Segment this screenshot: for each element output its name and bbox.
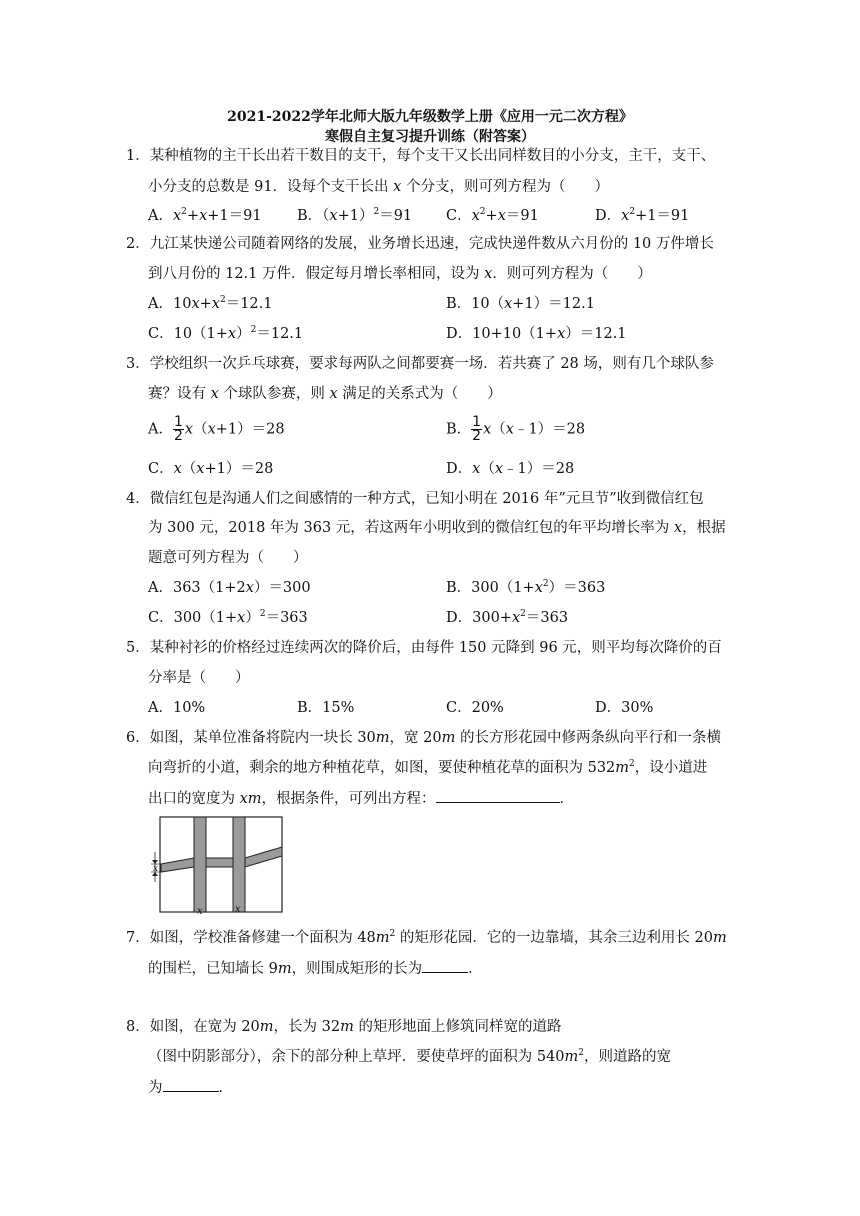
question-5-line-2: 分率是（ ） — [148, 670, 250, 686]
page-title-line2: 寒假自主复习提升训练（附答案） — [325, 129, 535, 145]
question-4-option-d: D．$300+x^2=363$ — [446, 609, 569, 626]
question-8-line-1: 8．如图，在宽为 20m，长为 32m 的矩形地面上修筑同样宽的道路 — [126, 1019, 562, 1035]
vertical-path-1 — [194, 817, 206, 912]
question-1-line-1: 1．某种植物的主干长出若干数目的支干，每个支干又长出同样数目的小分支，主干，支干、 — [126, 148, 716, 164]
question-2-option-c: C．$10(1+x)^2=12.1$ — [148, 325, 304, 342]
question-5-option-d: D．30% — [595, 700, 654, 716]
question-3-option-a: A． $\frac{1}{2}$ x（x+1）＝28 — [148, 414, 285, 444]
question-1-option-c: C．$x^2+x=91$ — [446, 207, 539, 224]
question-8-line-3: 为 ． — [148, 1077, 233, 1098]
question-4-line-2: 为 300 元，2018 年为 363 元，若这两年小明收到的微信红包的年平均增长率为 x，根据 — [148, 520, 726, 536]
question-7-line-2: 的围栏，已知墙长 9m，则围成矩形的长为 ． — [148, 958, 483, 979]
question-2-option-a: A．$10x+x^2=12.1$ — [148, 295, 273, 312]
question-3-option-d: D．x（x﹣1）＝28 — [446, 461, 575, 477]
question-1-line-2: 小分支的总数是 91．设每个支干长出 x 个分支，则可列方程为（ ） — [148, 179, 609, 195]
question-1-option-b: B．$(x+1)^2=91$ — [297, 207, 413, 224]
question-3-option-b: B． $\frac{1}{2}$ x（x﹣1）＝28 — [446, 414, 586, 444]
question-5-line-1: 5．某种衬衫的价格经过连续两次的降价后，由每件 150 元降到 96 元，则平均每次降价的百 — [126, 640, 722, 656]
question-2-option-d: D．10+10（1+x）＝12.1 — [446, 326, 627, 342]
vertical-path-2 — [233, 817, 245, 912]
answer-blank — [436, 788, 560, 803]
fraction-half: $\frac{1}{2}$ — [472, 414, 482, 444]
question-3-option-c: C．x（x+1）＝28 — [148, 461, 274, 477]
question-3-line-1: 3．学校组织一次乒乓球赛，要求每两队之间都要赛一场．若共赛了 28 场，则有几个球队参 — [126, 356, 714, 372]
answer-blank — [422, 958, 468, 973]
question-2-option-b: B．10（x+1）＝12.1 — [446, 296, 595, 312]
garden-path-figure — [148, 814, 288, 916]
answer-blank — [163, 1077, 219, 1092]
question-2-line-2: 到八月份的 12.1 万件．假定每月增长率相同，设为 x．则可列方程为（ ） — [148, 266, 652, 282]
question-6-line-3: 出口的宽度为 xm，根据条件，可列出方程： ． — [148, 788, 574, 809]
question-2-line-1: 2．九江某快递公司随着网络的发展，业务增长迅速，完成快递件数从六月份的 10 万件增长 — [126, 236, 714, 252]
page-title-line1: 2021-2022学年北师大版九年级数学上册《应用一元二次方程》 — [227, 109, 633, 125]
fraction-half: $\frac{1}{2}$ — [173, 414, 183, 444]
question-6-line-1: 6．如图，某单位准备将院内一块长 30m，宽 20m 的长方形花园中修两条纵向平行和一条横 — [126, 730, 721, 746]
question-5-option-a: A．10% — [148, 700, 206, 716]
question-6-line-2: 向弯折的小道，剩余的地方种植花草，如图，要使种植花草的面积为 $532m^2$，设小道进 — [148, 759, 708, 776]
question-4-line-1: 4．微信红包是沟通人们之间感情的一种方式，已知小明在 2016 年”元旦节”收到微信红包 — [126, 491, 704, 507]
question-7-line-1: 7．如图，学校准备修建一个面积为 $48m^2$ 的矩形花园．它的一边靠墙，其余三边利用长 20m — [126, 929, 727, 946]
question-4-option-a: A．363（1+2x）＝300 — [148, 580, 311, 596]
question-1-option-d: D．$x^2+1=91$ — [595, 207, 690, 224]
question-5-option-b: B．15% — [297, 700, 355, 716]
question-4-option-b: B．$300(1+x^2)=363$ — [446, 579, 606, 596]
fig-label-x-left: x — [153, 864, 159, 874]
question-4-line-3: 题意可列方程为（ ） — [148, 550, 308, 566]
question-1-option-a: A．$x^2+x+1=91$ — [148, 207, 262, 224]
question-3-line-2: 赛？设有 x 个球队参赛，则 x 满足的关系式为（ ） — [148, 386, 502, 402]
question-5-option-c: C．20% — [446, 700, 504, 716]
question-4-option-c: C．$300(1+x)^2=363$ — [148, 609, 308, 626]
question-8-line-2: （图中阴影部分），余下的部分种上草坪．要使草坪的面积为 $540m^2$，则道路的宽 — [148, 1048, 672, 1065]
fig-label-x-bottom-1: x — [197, 906, 203, 916]
fig-label-x-bottom-2: x — [235, 904, 241, 915]
